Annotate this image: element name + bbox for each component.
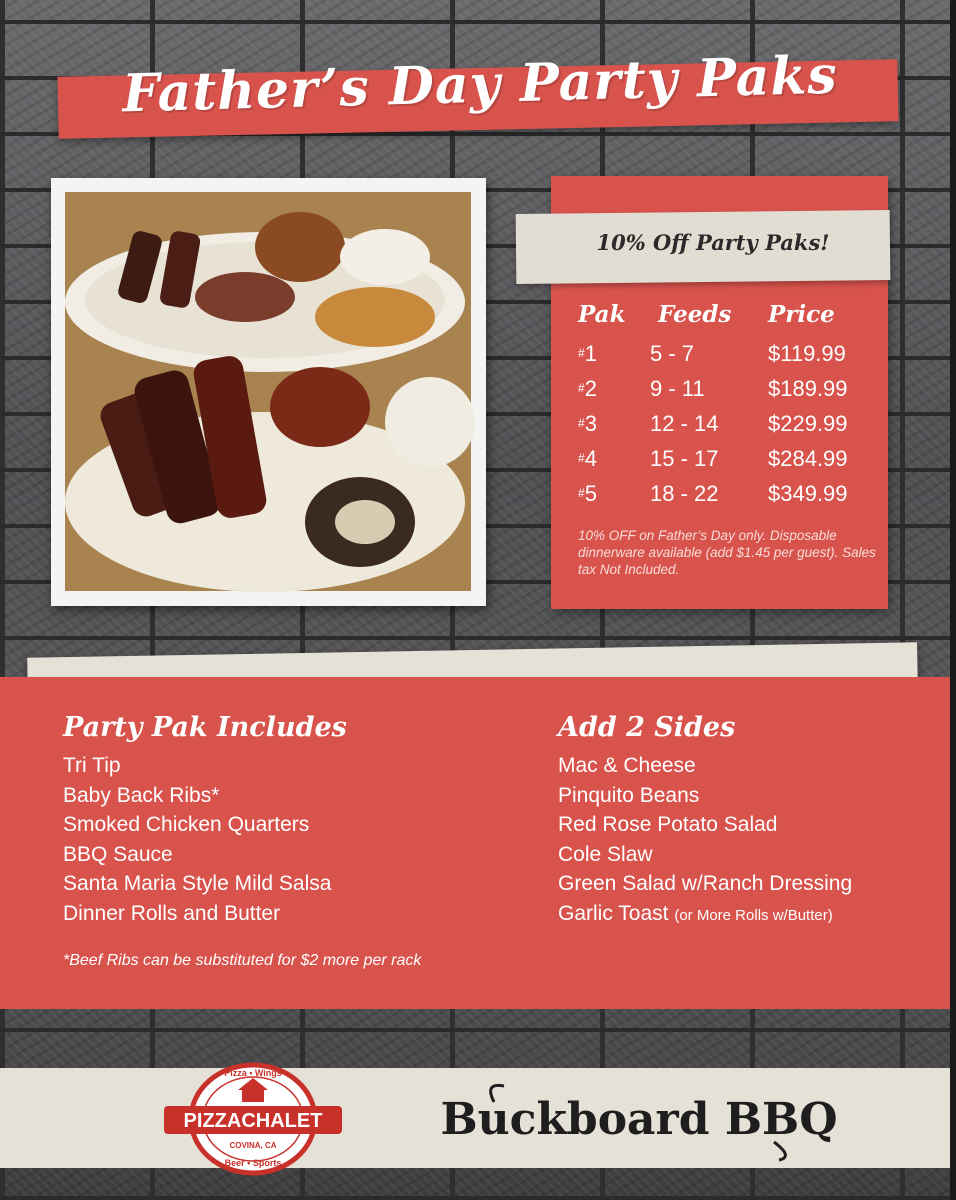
table-row	[578, 476, 878, 511]
buckboard-bbq-logo	[440, 1072, 838, 1162]
pak-number: #4	[578, 446, 597, 471]
feeds-value: 18 - 22	[650, 481, 719, 506]
list-item: Mac & Cheese	[558, 754, 696, 777]
list-item: Dinner Rolls and Butter	[63, 901, 281, 925]
add-sides	[558, 712, 938, 930]
feeds-value: 12 - 14	[650, 411, 719, 436]
sides-list	[558, 751, 938, 930]
list-item: Green Salad w/Ranch Dressing	[558, 872, 853, 895]
list-item: BBQ Sauce	[63, 842, 173, 866]
sides-heading: Add 2 Sides	[558, 712, 736, 743]
svg-text:Pizza • Wings: Pizza • Wings	[224, 1068, 282, 1078]
includes-list	[63, 751, 483, 928]
svg-text:PIZZACHALET: PIZZACHALET	[183, 1110, 323, 1132]
list-item: Santa Maria Style Mild Salsa	[63, 872, 332, 895]
svg-text:Beer • Sports: Beer • Sports	[224, 1158, 282, 1168]
svg-text:COVINA, CA: COVINA, CA	[229, 1141, 277, 1150]
price-table-header	[578, 301, 878, 336]
feeds-value: 5 - 7	[650, 341, 695, 366]
header-price: Price	[768, 301, 835, 328]
table-row	[578, 371, 878, 406]
list-item: Tri Tip	[63, 754, 121, 777]
price-note: 10% OFF on Father’s Day only. Disposable dinnerware available (add $1.45 per guest). Sales tax Not Included.	[578, 528, 876, 577]
price-value: $119.99	[768, 341, 846, 366]
discount-text: 10% Off Party Paks!	[596, 230, 830, 255]
includes-heading: Party Pak Includes	[63, 712, 347, 743]
feeds-value: 15 - 17	[650, 446, 719, 471]
list-item: Baby Back Ribs*	[63, 783, 220, 807]
list-item: Cole Slaw	[558, 842, 653, 866]
list-item: Smoked Chicken Quarters	[63, 813, 310, 836]
table-row	[578, 441, 878, 476]
page-title: Father’s Day Party Paks	[121, 44, 839, 125]
price-value: $284.99	[768, 446, 848, 471]
pak-number: #5	[578, 481, 597, 506]
pak-number: #1	[578, 341, 597, 366]
list-item: Pinquito Beans	[558, 783, 700, 807]
price-value: $229.99	[768, 411, 848, 436]
price-table	[578, 301, 878, 511]
price-value: $349.99	[768, 481, 848, 506]
bbq-food-photo	[65, 192, 471, 591]
pizza-chalet-logo	[160, 1060, 346, 1178]
side-garlic-toast-note: (or More Rolls w/Butter)	[674, 906, 833, 924]
photo-frame	[51, 178, 486, 606]
side-garlic-toast: Garlic Toast	[558, 901, 669, 925]
header-feeds: Feeds	[658, 301, 732, 328]
bbq-plates-illustration	[65, 192, 471, 591]
list-item: Red Rose Potato Salad	[558, 813, 778, 836]
pak-number: #2	[578, 376, 597, 401]
pak-number: #3	[578, 411, 597, 436]
feeds-value: 9 - 11	[650, 376, 705, 401]
party-pak-includes	[63, 712, 483, 928]
list-item	[558, 899, 938, 931]
right-edge-border	[950, 0, 956, 1200]
header-pak: Pak	[578, 301, 626, 328]
table-row	[578, 336, 878, 371]
svg-text:Buckboard BBQ: Buckboard BBQ	[440, 1094, 838, 1145]
footnote: *Beef Ribs can be substituted for $2 more per rack	[63, 952, 422, 969]
table-row	[578, 406, 878, 441]
price-value: $189.99	[768, 376, 848, 401]
